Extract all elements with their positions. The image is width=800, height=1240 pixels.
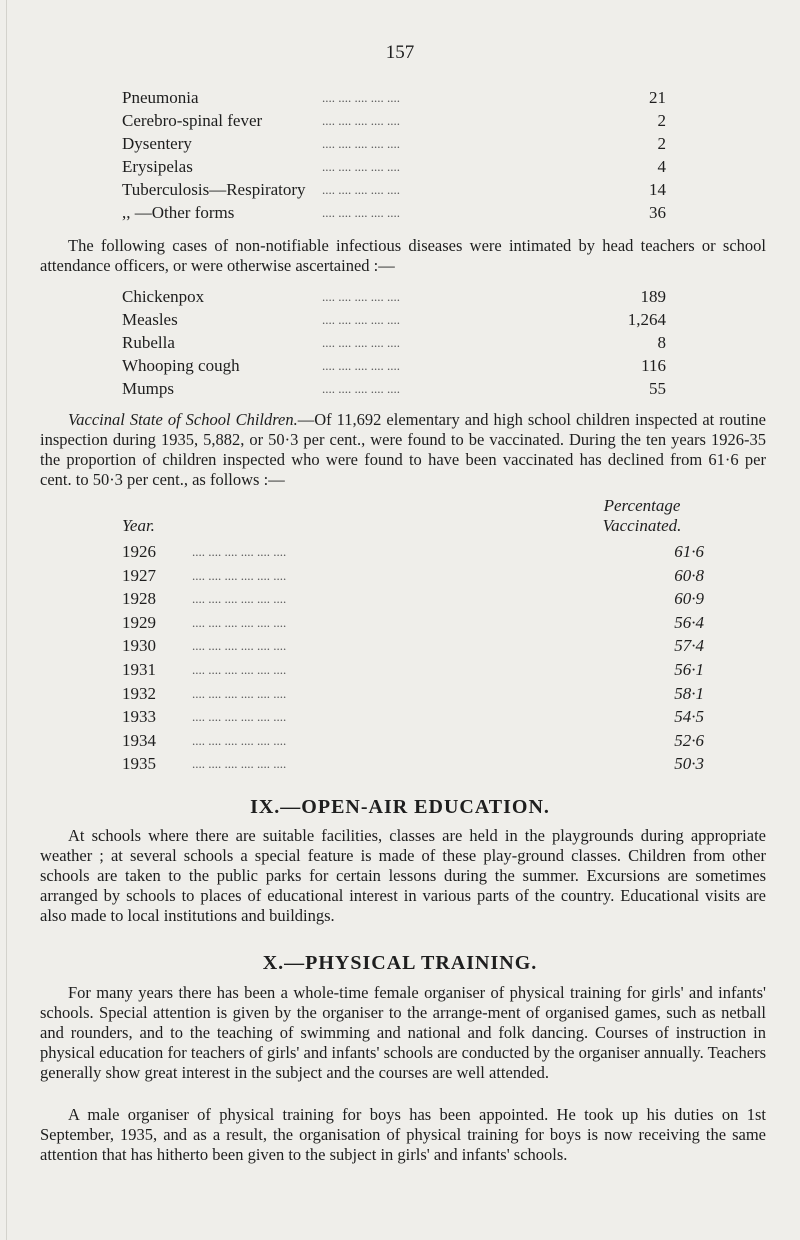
row-percentage: 56·4 <box>674 612 704 632</box>
non-notifiable-row <box>122 308 666 331</box>
non-notifiable-row <box>122 354 666 377</box>
item-label: Pneumonia <box>122 88 199 107</box>
row-percentage: 58·1 <box>674 683 704 703</box>
leader-dots: .... .... .... .... .... .... <box>192 544 287 559</box>
item-value: 14 <box>649 180 666 199</box>
row-percentage: 52·6 <box>674 730 704 750</box>
item-label: Whooping cough <box>122 356 240 375</box>
leader-dots: .... .... .... .... .... <box>322 205 400 220</box>
leader-dots: .... .... .... .... .... <box>322 113 400 128</box>
row-percentage: 54·5 <box>674 707 704 727</box>
vaccinal-paragraph <box>40 410 766 490</box>
leader-dots: .... .... .... .... .... <box>322 182 400 197</box>
notifiable-row <box>122 109 666 132</box>
vaccinal-title: Vaccinal State of School Children. <box>68 410 298 429</box>
vaccination-row <box>122 752 712 775</box>
leader-dots: .... .... .... .... .... <box>322 90 400 105</box>
vaccination-row <box>122 540 712 563</box>
item-label: Cerebro-spinal fever <box>122 111 263 130</box>
row-percentage: 56·1 <box>674 660 704 679</box>
leader-dots: .... .... .... .... .... .... <box>192 685 287 701</box>
notifiable-disease-list <box>122 86 666 224</box>
col-header-percentage: Percentage <box>603 496 681 515</box>
item-label: Mumps <box>122 379 174 398</box>
row-year: 1929 <box>122 612 156 632</box>
item-value: 189 <box>640 287 666 306</box>
row-year: 1930 <box>122 636 156 656</box>
vaccinal-text: —Of 11,692 elementary and high school children inspected at routine inspection during 1935, 5,882, or 50·3 per cent., were found to be vaccinated. During the ten years 1926-35 the proportion of children inspected who were found to have been vaccinated has declined from 61·6 per cent. to 50·3 per cent., as follows :— <box>40 410 766 489</box>
leader-dots: .... .... .... .... .... .... <box>192 709 287 725</box>
item-label: Chickenpox <box>122 287 205 306</box>
non-notifiable-row <box>122 331 666 354</box>
leader-dots: .... .... .... .... .... <box>322 358 400 373</box>
leader-dots: .... .... .... .... .... .... <box>192 591 287 607</box>
row-year: 1928 <box>122 589 156 609</box>
section-ix-text <box>40 826 766 926</box>
leader-dots: .... .... .... .... .... <box>322 159 400 174</box>
row-year: 1932 <box>122 683 156 703</box>
item-label: Erysipelas <box>122 157 193 176</box>
notifiable-row <box>122 86 666 109</box>
item-label: ,, —Other forms <box>122 203 235 222</box>
item-value: 2 <box>657 134 666 153</box>
section-ix-body: At schools where there are suitable facilities, classes are held in the playgrounds during appropriate weather ; at several schools a special feature is made of these play-ground classes. Children from other schools are taken to the public parks for certain lessons during the summer. Excursions are sometimes arranged by schools to places of educational interest in various parts of the country. Educational visits are also made to local institutions and buildings. <box>40 826 766 925</box>
non-notifiable-intro <box>40 236 766 276</box>
row-percentage: 50·3 <box>674 754 704 774</box>
item-label: Tuberculosis—Respiratory <box>122 180 306 199</box>
row-year: 1931 <box>122 660 156 679</box>
intro-text: The following cases of non-notifiable infectious diseases were intimated by head teachers or school attendance officers, or were otherwise ascertained :— <box>40 236 766 275</box>
leader-dots: .... .... .... .... .... <box>322 335 400 350</box>
leader-dots: .... .... .... .... .... .... <box>192 614 287 630</box>
section-x-heading: X.—PHYSICAL TRAINING. <box>262 952 538 974</box>
vaccination-row <box>122 705 712 728</box>
section-x-para1 <box>40 983 766 1083</box>
leader-dots: .... .... .... .... .... .... <box>192 567 287 583</box>
notifiable-row <box>122 132 666 155</box>
col-header-year: Year. <box>122 516 155 535</box>
vaccination-row <box>122 658 712 681</box>
item-label: Dysentery <box>122 134 192 153</box>
leader-dots: .... .... .... .... .... <box>322 136 400 151</box>
item-value: 116 <box>641 356 666 375</box>
notifiable-row <box>122 155 666 178</box>
item-label: Rubella <box>122 333 175 352</box>
row-year: 1933 <box>122 707 156 727</box>
section-ix-heading: IX.—OPEN-AIR EDUCATION. <box>250 796 550 818</box>
item-value: 21 <box>649 88 666 107</box>
item-value: 8 <box>657 333 666 352</box>
row-percentage: 60·9 <box>674 589 704 609</box>
vaccination-row <box>122 682 712 705</box>
row-percentage: 61·6 <box>674 542 704 561</box>
item-value: 2 <box>657 111 666 130</box>
leader-dots: .... .... .... .... .... <box>322 312 400 327</box>
notifiable-row <box>122 201 666 224</box>
section-x-body-2: A male organiser of physical training for boys has been appointed. He took up his duties on 1st September, 1935, and as a result, the organisation of physical training for boys is now receiving the same attention that has hitherto been given to the subject in girls' and infants' schools. <box>40 1105 766 1164</box>
non-notifiable-row <box>122 377 666 400</box>
vaccination-row <box>122 634 712 657</box>
page-edge <box>6 0 7 1240</box>
leader-dots: .... .... .... .... .... .... <box>192 662 287 677</box>
item-label: Measles <box>122 310 178 329</box>
vaccination-row <box>122 587 712 610</box>
leader-dots: .... .... .... .... .... <box>322 381 400 396</box>
vaccination-row <box>122 611 712 634</box>
row-year: 1934 <box>122 730 156 750</box>
item-value: 4 <box>657 157 666 176</box>
vaccination-row <box>122 564 712 587</box>
section-x-para2 <box>40 1105 766 1165</box>
row-percentage: 57·4 <box>674 636 704 656</box>
section-x-body-1: For many years there has been a whole-time female organiser of physical training for girls' and infants' schools. Special attention is given by the organiser to the arrange-ment of organised games, such as netball and rounders, and to the teaching of swimming and national and folk dancing. Courses of instruction in physical education for teachers of girls' and infants' schools are conducted by the organiser annually. Teachers generally show great interest in the subject and the courses are well attended. <box>40 983 766 1082</box>
row-year: 1927 <box>122 565 156 585</box>
leader-dots: .... .... .... .... .... .... <box>192 638 287 654</box>
notifiable-row <box>122 178 666 201</box>
non-notifiable-disease-list <box>122 285 666 400</box>
page-number: 157 <box>385 42 415 63</box>
leader-dots: .... .... .... .... .... .... <box>192 756 287 772</box>
row-percentage: 60·8 <box>674 565 704 585</box>
col-header-vaccinated: Vaccinated. <box>602 516 682 535</box>
row-year: 1926 <box>122 542 156 561</box>
leader-dots: .... .... .... .... .... <box>322 289 400 304</box>
row-year: 1935 <box>122 754 156 774</box>
non-notifiable-row <box>122 285 666 308</box>
item-value: 55 <box>649 379 666 398</box>
leader-dots: .... .... .... .... .... .... <box>192 732 287 748</box>
vaccination-row <box>122 729 712 752</box>
vaccination-table <box>122 496 712 786</box>
item-value: 1,264 <box>627 310 666 329</box>
item-value: 36 <box>649 203 666 222</box>
